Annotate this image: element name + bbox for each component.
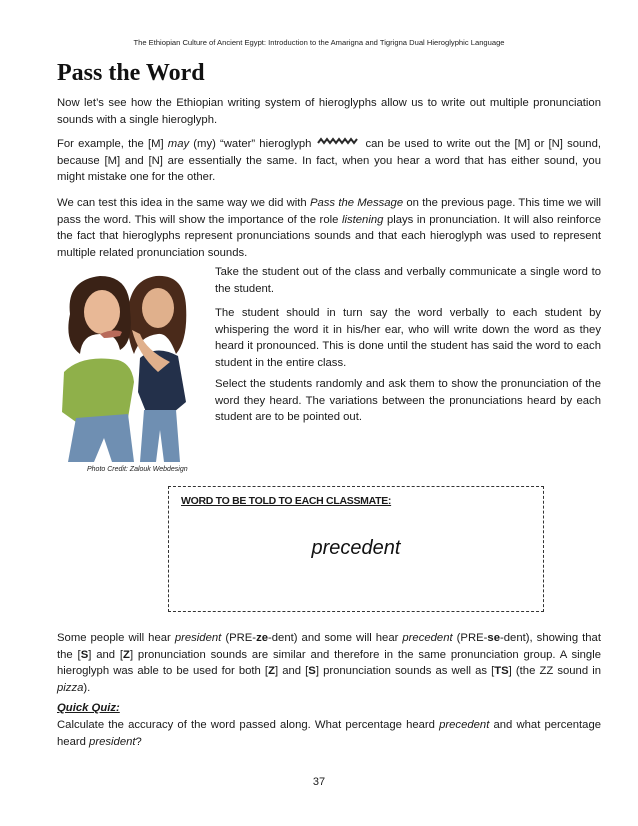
quick-quiz-text: Calculate the accuracy of the word passed along. What percentage heard precedent and what percentage heard president? [57,719,602,748]
page-title: Pass the Word [57,60,205,86]
word-box [168,486,544,612]
word-box-label: WORD TO BE TOLD TO EACH CLASSMATE: [181,495,392,507]
instruction-step-1: Take the student out of the class and verbally communicate a single word to the student. [215,266,601,295]
word-box-word: precedent [311,537,401,559]
example-paragraph: For example, the [M] may (my) “water” hieroglyph can be used to write out the [M] or [N] sound, because [M] and [N] are essentially the same. In fact, when you hear a word that has either sound, you might mistake one for the other. [57,136,601,186]
two-girls-whispering-photo [56,262,206,462]
pass-the-word-paragraph: We can test this idea in the same way we did with Pass the Message on the previous page. This time we will pass the word. This will show the importance of the role listening plays in pronunciation. It will also reinforce the fact that hieroglyphs represent pronunciations sounds and that each hieroglyph was used to represent multiple related pronunciation sounds. [57,197,602,259]
page-number: 37 [312,776,326,788]
photo-credit: Photo Credit: Zalouk Webdesign [87,466,188,473]
quick-quiz-heading: Quick Quiz: [57,702,120,714]
instruction-step-2: The student should in turn say the word verbally to each student by whispering the word it in his/her ear, who will write down the word as they heard it pronounced. This is done until the student has said the word to each student in the entire class. [215,307,601,369]
intro-paragraph: Now let’s see how the Ethiopian writing system of hieroglyphs allow us to write out multiple pronunciation sounds with a single hieroglyph. [57,97,601,126]
result-paragraph: Some people will hear president (PRE-ze-dent) and some will hear precedent (PRE-se-dent), showing that the [S] and [Z] pronunciation sounds are similar and therefore in the same pronunciation group. A single hieroglyph was able to be used for both [Z] and [S] pronunciation sounds as well as [TS] (the ZZ sound in pizza). [57,632,602,694]
running-header: The Ethiopian Culture of Ancient Egypt: Introduction to the Amarigna and Tigrigna Dual Hieroglyphic Language [133,38,505,47]
instruction-step-3: Select the students randomly and ask them to show the pronunciation of the word they heard. The variations between the pronunciations heard by each student are to be pointed out. [215,378,601,423]
water-hieroglyph-icon [317,136,359,153]
